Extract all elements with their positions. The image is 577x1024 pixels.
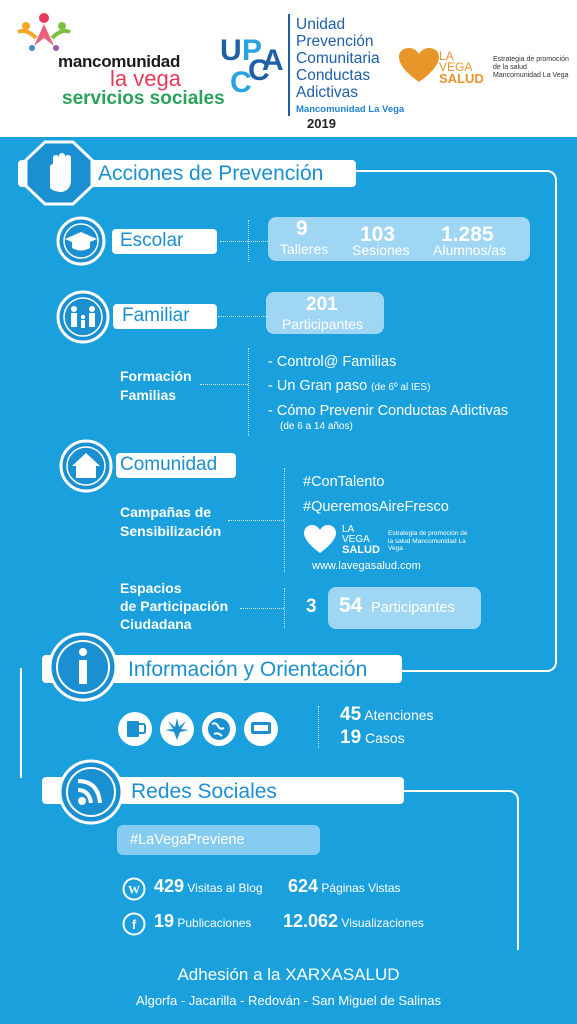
lavegasalud-salud: SALUD: [439, 71, 484, 86]
redes-blog-label: Visitas al Blog: [187, 881, 263, 895]
family-icon: [55, 289, 111, 345]
formacion-item-3-note: (de 6 a 14 años): [280, 421, 353, 432]
lavegasalud-desc: Estrategia de promoción de la salud Mancomunidad La Vega: [493, 56, 569, 79]
upcca-year: 2019: [307, 116, 336, 131]
mancomunidad-people-icon: [14, 10, 74, 56]
escolar-vdot: [248, 220, 249, 262]
formacion-item-3: - Cómo Prevenir Conductas Adictivas: [268, 403, 509, 419]
redes-pages: [288, 876, 401, 897]
mancomunidad-name-light: la vega: [110, 66, 181, 91]
espacios-label-1: Espacios: [120, 580, 182, 596]
facebook-icon[interactable]: [122, 912, 146, 936]
upcca-line3: Comunitaria: [296, 50, 380, 67]
svg-text:P: P: [242, 34, 263, 67]
escolar-connector: [220, 241, 268, 242]
escolar-sesiones-value: 103: [360, 223, 396, 246]
info-title: Información y Orientación: [128, 658, 368, 681]
redes-pub-value: 19: [154, 911, 175, 931]
upcca-line5: Adictivas: [296, 84, 359, 101]
wordpress-icon[interactable]: [122, 877, 146, 901]
com-lvs-salud: SALUD: [342, 544, 380, 556]
hashtag-queremosairefresco: #QueremosAireFresco: [303, 499, 449, 515]
espacios-vdot: [284, 588, 285, 628]
upcca-logo: [218, 30, 290, 100]
mancomunidad-name: mancomunidad: [58, 52, 181, 71]
gaming-device-icon: [242, 710, 280, 748]
footer-title: Adhesión a la XARXASALUD: [177, 965, 400, 984]
formacion-item-2: [268, 378, 430, 394]
formacion-label-1: Formación: [120, 368, 192, 384]
rss-icon: [56, 757, 126, 827]
comunidad-label: Comunidad: [120, 454, 218, 475]
heart-icon: [399, 48, 439, 84]
familiar-participants-label: Participantes: [282, 316, 363, 332]
hashtag-contalento: #ConTalento: [303, 474, 385, 490]
formacion-connector: [200, 384, 248, 385]
svg-text:U: U: [220, 34, 242, 67]
upcca-text: [296, 16, 380, 101]
stop-hand-icon: [24, 140, 94, 206]
escolar-talleres-label: Talleres: [280, 241, 329, 257]
familiar-connector: [218, 316, 266, 317]
campanas-label-1: Campañas de: [120, 504, 212, 520]
info-casos: [340, 727, 405, 749]
redes-views-label: Visualizaciones: [341, 916, 424, 930]
svg-text:C: C: [248, 54, 270, 87]
info-vdot: [318, 706, 319, 748]
redes-pub-label: Publicaciones: [177, 916, 252, 930]
redes-blog: [154, 876, 263, 897]
svg-text:C: C: [230, 66, 252, 99]
upcca-org: Mancomunidad La Vega: [296, 104, 405, 115]
escolar-label: Escolar: [120, 230, 184, 251]
formacion-label-2: Familias: [120, 387, 177, 403]
cannabis-leaf-icon: [158, 710, 196, 748]
campanas-connector: [228, 520, 284, 521]
escolar-talleres-value: 9: [296, 217, 308, 240]
info-atenciones-label: Atenciones: [364, 707, 434, 723]
footer-towns: Algorfa - Jacarilla - Redován - San Miguel de Salinas: [136, 993, 441, 1008]
com-lvs-la: LA: [342, 524, 355, 535]
upcca-line4: Conductas: [296, 67, 371, 84]
svg-text:A: A: [262, 44, 284, 77]
redes-blog-value: 429: [154, 876, 185, 896]
formacion-vdot: [248, 348, 249, 436]
lavegasalud-la: LA: [439, 49, 454, 63]
globe-icon: [200, 710, 238, 748]
formacion-item-2-note: (de 6º al IES): [371, 382, 431, 393]
acciones-title: Acciones de Prevención: [98, 162, 324, 185]
heart-icon-white: [304, 525, 336, 555]
espacios-participants-label: Participantes: [371, 600, 455, 616]
espacios-label-2: de Participación: [120, 598, 229, 614]
com-lvs-vega: VEGA: [342, 534, 370, 545]
espacios-connector: [240, 608, 284, 609]
redes-pages-label: Páginas Vistas: [321, 881, 401, 895]
familiar-label: Familiar: [122, 305, 190, 326]
escolar-sesiones-label: Sesiones: [352, 242, 410, 258]
upcca-line2: Prevención: [296, 33, 374, 50]
lavegasalud-vega: VEGA: [439, 60, 473, 74]
beer-mug-icon: [116, 710, 154, 748]
info-atenciones: [340, 704, 434, 726]
familiar-participants-value: 201: [306, 294, 338, 315]
redes-title: Redes Sociales: [131, 780, 277, 803]
redes-hashtag: #LaVegaPreviene: [130, 832, 245, 848]
com-lvs-desc: Estrategia de promoción de la salud Mancomunidad La Vega: [388, 530, 468, 552]
espacios-label-3: Ciudadana: [120, 616, 192, 632]
formacion-item-1: - Control@ Familias: [268, 354, 397, 370]
redes-pages-value: 624: [288, 876, 319, 896]
upcca-line1: Unidad: [296, 16, 346, 33]
connector-left: [20, 668, 22, 778]
mancomunidad-subtitle: servicios sociales: [62, 88, 225, 109]
info-icon: [46, 630, 120, 704]
info-casos-value: 19: [340, 727, 362, 748]
espacios-participants-value: 54: [339, 594, 363, 617]
escolar-alumnos-value: 1.285: [441, 223, 494, 246]
redes-views-value: 12.062: [283, 911, 339, 931]
redes-pub: [154, 911, 251, 932]
campanas-label-2: Sensibilización: [120, 523, 222, 539]
graduation-cap-icon: [55, 215, 107, 267]
lavegasalud-website[interactable]: www.lavegasalud.com: [312, 560, 421, 572]
escolar-alumnos-label: Alumnos/as: [433, 242, 507, 258]
header: [0, 0, 577, 137]
svg-text:f: f: [131, 917, 137, 932]
upcca-divider: [288, 14, 290, 116]
svg-text:W: W: [128, 882, 140, 897]
redes-views: [283, 911, 424, 932]
campanas-vdot: [284, 468, 285, 572]
info-casos-label: Casos: [365, 730, 405, 746]
formacion-item-2-text: - Un Gran paso: [268, 378, 368, 394]
info-atenciones-value: 45: [340, 704, 362, 725]
house-icon: [58, 438, 114, 494]
espacios-count: 3: [306, 596, 317, 617]
